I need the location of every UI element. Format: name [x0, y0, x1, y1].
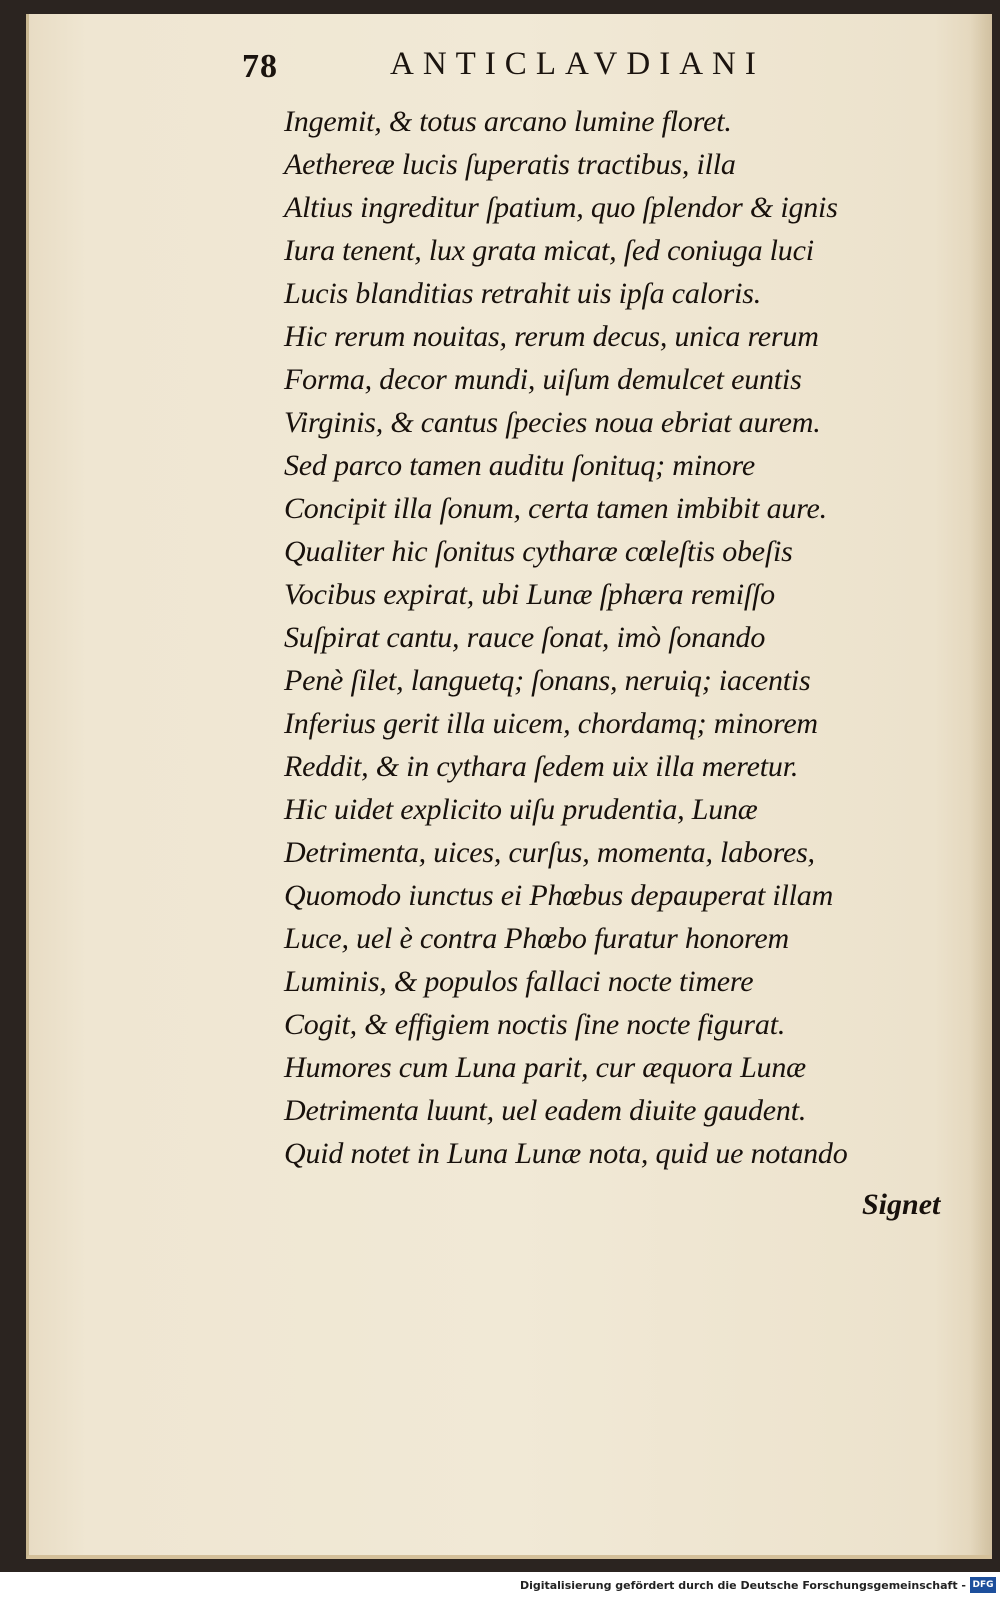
dfg-logo-icon: DFG: [970, 1577, 996, 1593]
verse-line: Reddit, & in cythara ſedem uix illa meretur.: [284, 750, 799, 783]
verse-line: Hic uidet explicito uiſu prudentia, Lunæ: [284, 793, 758, 826]
verse-line: Inferius gerit illa uicem, chordamq; minorem: [284, 707, 818, 740]
verse-line: Vocibus expirat, ubi Lunæ ſphæra remiſſo: [284, 578, 775, 611]
footer-bar: [0, 1572, 1000, 1601]
verse-line: Lucis blanditias retrahit uis ipſa caloris.: [284, 277, 761, 310]
verse-line: Luce, uel è contra Phœbo furatur honorem: [284, 922, 790, 955]
verse-line: Detrimenta, uices, curſus, momenta, labores,: [284, 836, 815, 869]
verse-line: Ingemit, & totus arcano lumine floret.: [284, 105, 732, 138]
verse-line: Penè ſilet, languetq; ſonans, neruiq; iacentis: [284, 664, 811, 697]
verse-line: Aethereæ lucis ſuperatis tractibus, illa: [284, 148, 736, 181]
verse-line: Quomodo iunctus ei Phœbus depauperat illam: [284, 879, 834, 912]
running-title: ANTICLAVDIANI: [390, 46, 765, 82]
verse-line: Cogit, & effigiem noctis ſine nocte figurat.: [284, 1008, 786, 1041]
verse-line: Sed parco tamen auditu ſonituq; minore: [284, 449, 755, 482]
verse-line: Altius ingreditur ſpatium, quo ſplendor & ignis: [284, 191, 838, 224]
funding-credit: Digitalisierung gefördert durch die Deutsche Forschungsgemeinschaft -: [519, 1579, 966, 1592]
verse-line: Hic rerum nouitas, rerum decus, unica rerum: [284, 320, 819, 353]
verse-line: Iura tenent, lux grata micat, ſed coniuga luci: [284, 234, 814, 267]
page-number: 78: [242, 48, 278, 85]
verse-line: Detrimenta luunt, uel eadem diuite gaudent.: [284, 1094, 807, 1127]
verse-line: Qualiter hic ſonitus cytharæ cœleſtis obeſis: [284, 535, 793, 568]
verse-block: [284, 100, 974, 1175]
verse-line: Virginis, & cantus ſpecies noua ebriat aurem.: [284, 406, 821, 439]
verse-line: Concipit illa ſonum, certa tamen imbibit aure.: [284, 492, 827, 525]
verse-line: Forma, decor mundi, uiſum demulcet euntis: [284, 363, 802, 396]
verse-line: Quid notet in Luna Lunæ nota, quid ue notando: [284, 1137, 848, 1170]
catchword: Signet: [862, 1188, 941, 1221]
verse-line: Luminis, & populos fallaci nocte timere: [284, 965, 754, 998]
verse-line: Suſpirat cantu, rauce ſonat, imò ſonando: [284, 621, 766, 654]
verse-line: Humores cum Luna parit, cur æquora Lunæ: [284, 1051, 806, 1084]
page-header: [242, 38, 852, 88]
